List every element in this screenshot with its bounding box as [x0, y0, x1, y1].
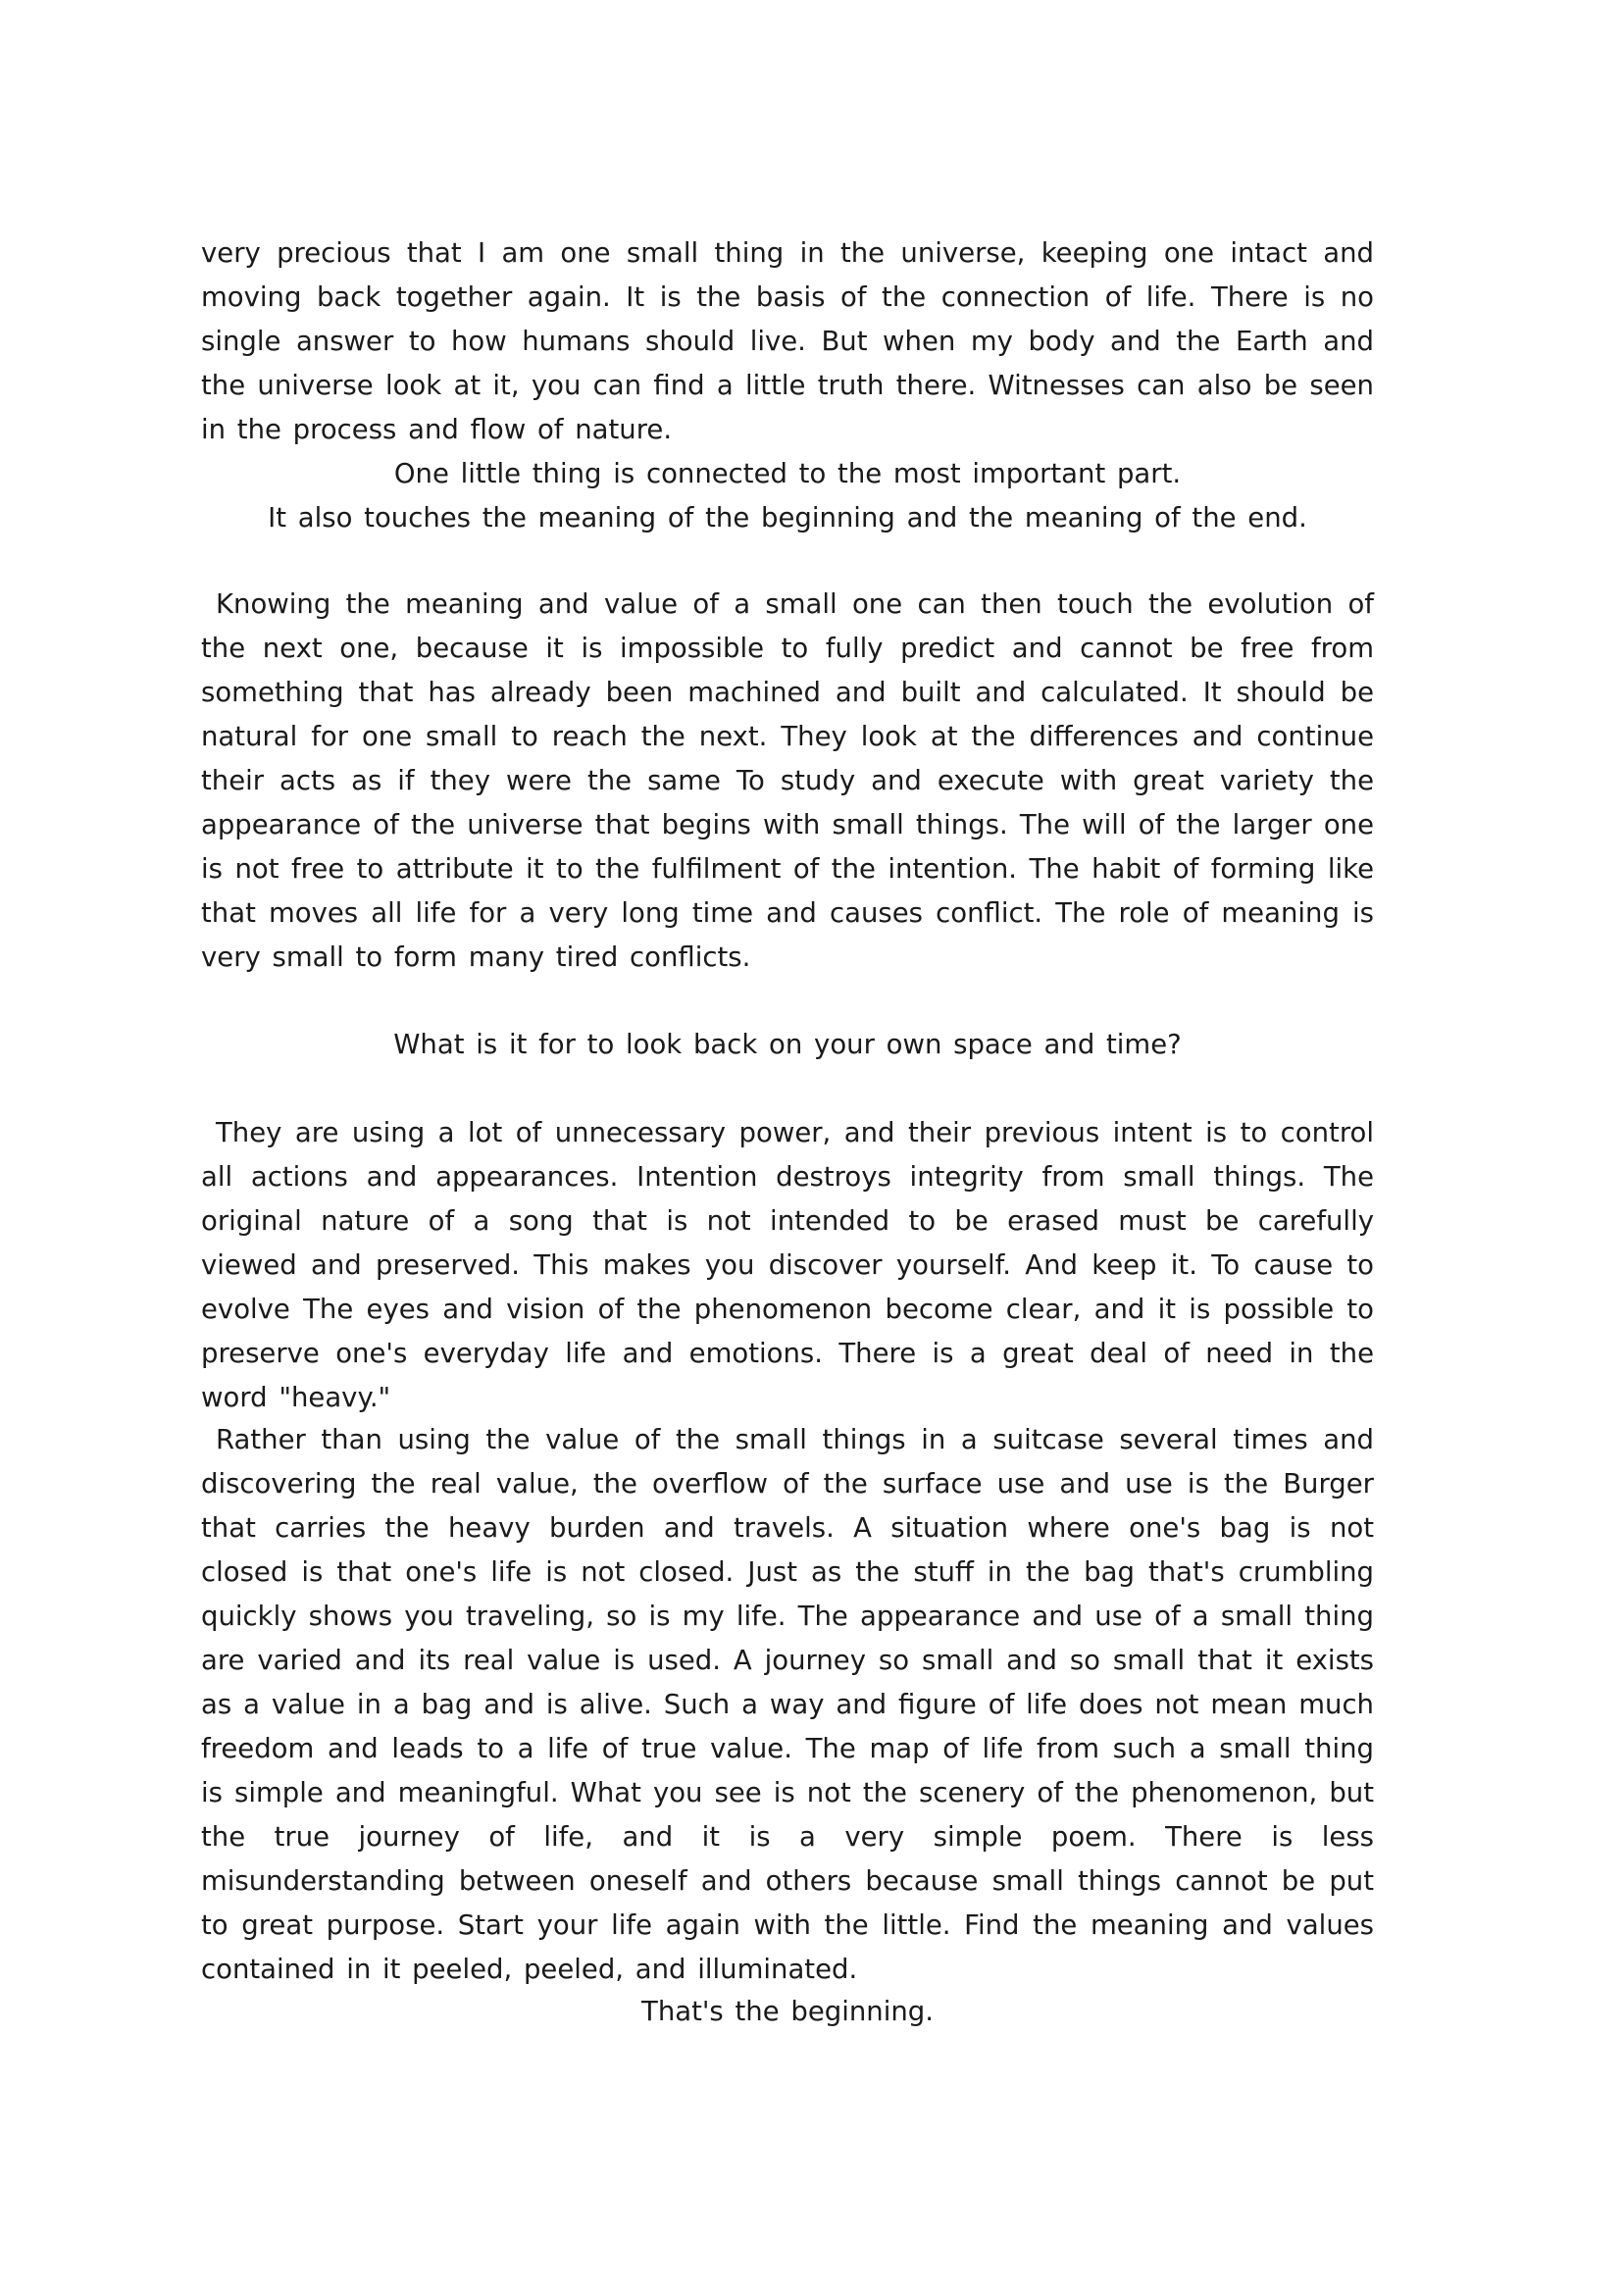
paragraph-4: Rather than using the value of the small things in a suitcase several times and discovering the real value, the overflow of the surface use and use is the Burger that carries the heavy burden and travels. A situation where one's bag is not closed is that one's life is not closed. Just as the stuff in the bag that's crumbling quickly shows you traveling, so is my life. The appearance and use of a small thing are varied and its real value is used. A journey so small and so small that it exists as a value in a bag and is alive. Such a way and figure of life does not mean much freedom and leads to a life of true value. The map of life from such a small thing is simple and meaningful. What you see is not the scenery of the phenomenon, but the true journey of life, and it is a very simple poem. There is less misunderstanding between oneself and others because small things cannot be put to great purpose. Start your life again with the little. Find the meaning and values contained in it peeled, peeled, and illuminated.	[201, 1424, 1374, 1985]
centered-line-2: It also touches the meaning of the beginning and the meaning of the end.	[268, 502, 1307, 534]
paragraph-1: very precious that I am one small thing in the universe, keeping one intact and moving back together again. It is the basis of the connection of life. There is no single answer to how humans should live. But when my body and the Earth and the universe look at it, you can find a little truth there. Witnesses can also be seen in the process and flow of nature.	[201, 237, 1374, 445]
centered-question: What is it for to look back on your own space and time?	[393, 1029, 1182, 1060]
closing-line: That's the beginning.	[641, 1996, 934, 2027]
centered-line-1: One little thing is connected to the most important part.	[393, 458, 1182, 489]
paragraph-3: They are using a lot of unnecessary power, and their previous intent is to control all actions and appearances. Intention destroys integrity from small things. The original nature of a song that is not intended to be erased must be carefully viewed and preserved. This makes you discover yourself. And keep it. To cause to evolve The eyes and vision of the phenomenon become clear, and it is possible to preserve one's everyday life and emotions. There is a great deal of need in the word "heavy."	[201, 1117, 1374, 1413]
paragraph-2: Knowing the meaning and value of a small one can then touch the evolution of the next one, because it is impossible to fully predict and cannot be free from something that has already been machined and built and calculated. It should be natural for one small to reach the next. They look at the differences and continue their acts as if they were the same To study and execute with great variety the appearance of the universe that begins with small things. The will of the larger one is not free to attribute it to the fulfilment of the intention. The habit of forming like that moves all life for a very long time and causes conflict. The role of meaning is very small to form many tired conflicts.	[201, 588, 1374, 973]
